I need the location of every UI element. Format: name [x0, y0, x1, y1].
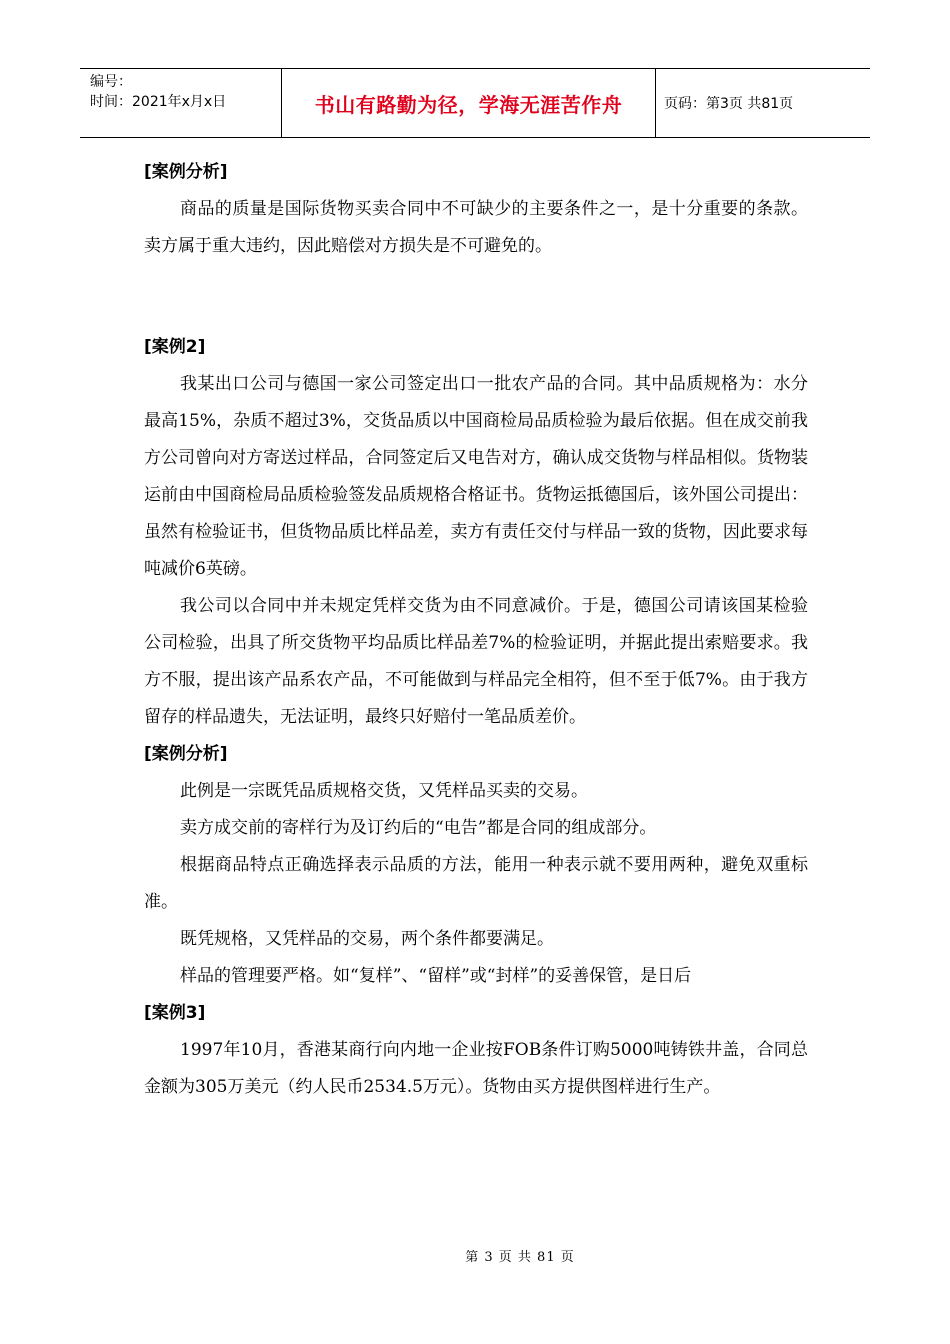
- header-page-info: 页码：第3页 共81页: [664, 96, 794, 112]
- paragraph: 此例是一宗既凭品质规格交货，又凭样品买卖的交易。: [180, 781, 588, 801]
- header-meta: [80, 69, 282, 137]
- paragraph: 根据商品特点正确选择表示品质的方法，能用一种表示就不要用两种，避免双重标准。: [144, 855, 808, 912]
- serial-label: 编号：: [90, 74, 132, 90]
- section-heading: [案例2]: [144, 337, 206, 357]
- section-heading: [案例分析]: [144, 162, 228, 182]
- page-header: [80, 68, 870, 138]
- paragraph: 我公司以合同中并未规定凭样交货为由不同意减价。于是，德国公司请该国某检验公司检验，出具了所交货物平均品质比样品差7%的检验证明，并据此提出索赔要求。我方不服，提出该产品系农产品，不可能做到与样品完全相符，但不至于低7%。由于我方留存的样品遗失，无法证明，最终只好赔付一笔品质差价。: [144, 596, 808, 727]
- page-footer: 第 3 页 共 81 页: [465, 1250, 575, 1265]
- spacer: [144, 265, 808, 329]
- date-label: 时间：2021年x月x日: [90, 94, 227, 110]
- paragraph: 卖方成交前的寄样行为及订约后的“电告”都是合同的组成部分。: [180, 818, 657, 838]
- paragraph: 样品的管理要严格。如“复样”、“留样”或“封样”的妥善保管，是日后: [180, 966, 692, 986]
- header-motto: 书山有路勤为径，学海无涯苦作舟: [282, 69, 656, 137]
- paragraph: 既凭规格，又凭样品的交易，两个条件都要满足。: [180, 929, 554, 949]
- paragraph: 商品的质量是国际货物买卖合同中不可缺少的主要条件之一，是十分重要的条款。卖方属于重大违约，因此赔偿对方损失是不可避免的。: [144, 199, 808, 256]
- paragraph: 我某出口公司与德国一家公司签定出口一批农产品的合同。其中品质规格为：水分最高15%，杂质不超过3%，交货品质以中国商检局品质检验为最后依据。但在成交前我方公司曾向对方寄送过样品，合同签定后又电告对方，确认成交货物与样品相似。货物装运前由中国商检局品质检验签发品质规格合格证书。货物运抵德国后，该外国公司提出：虽然有检验证书，但货物品质比样品差，卖方有责任交付与样品一致的货物，因此要求每吨减价6英磅。: [144, 374, 808, 579]
- paragraph: 1997年10月，香港某商行向内地一企业按FOB条件订购5000吨铸铁井盖，合同总金额为305万美元（约人民币2534.5万元）。货物由买方提供图样进行生产。: [144, 1040, 808, 1097]
- section-heading: [案例分析]: [144, 744, 228, 764]
- document-body: [144, 154, 808, 1106]
- section-heading: [案例3]: [144, 1003, 206, 1023]
